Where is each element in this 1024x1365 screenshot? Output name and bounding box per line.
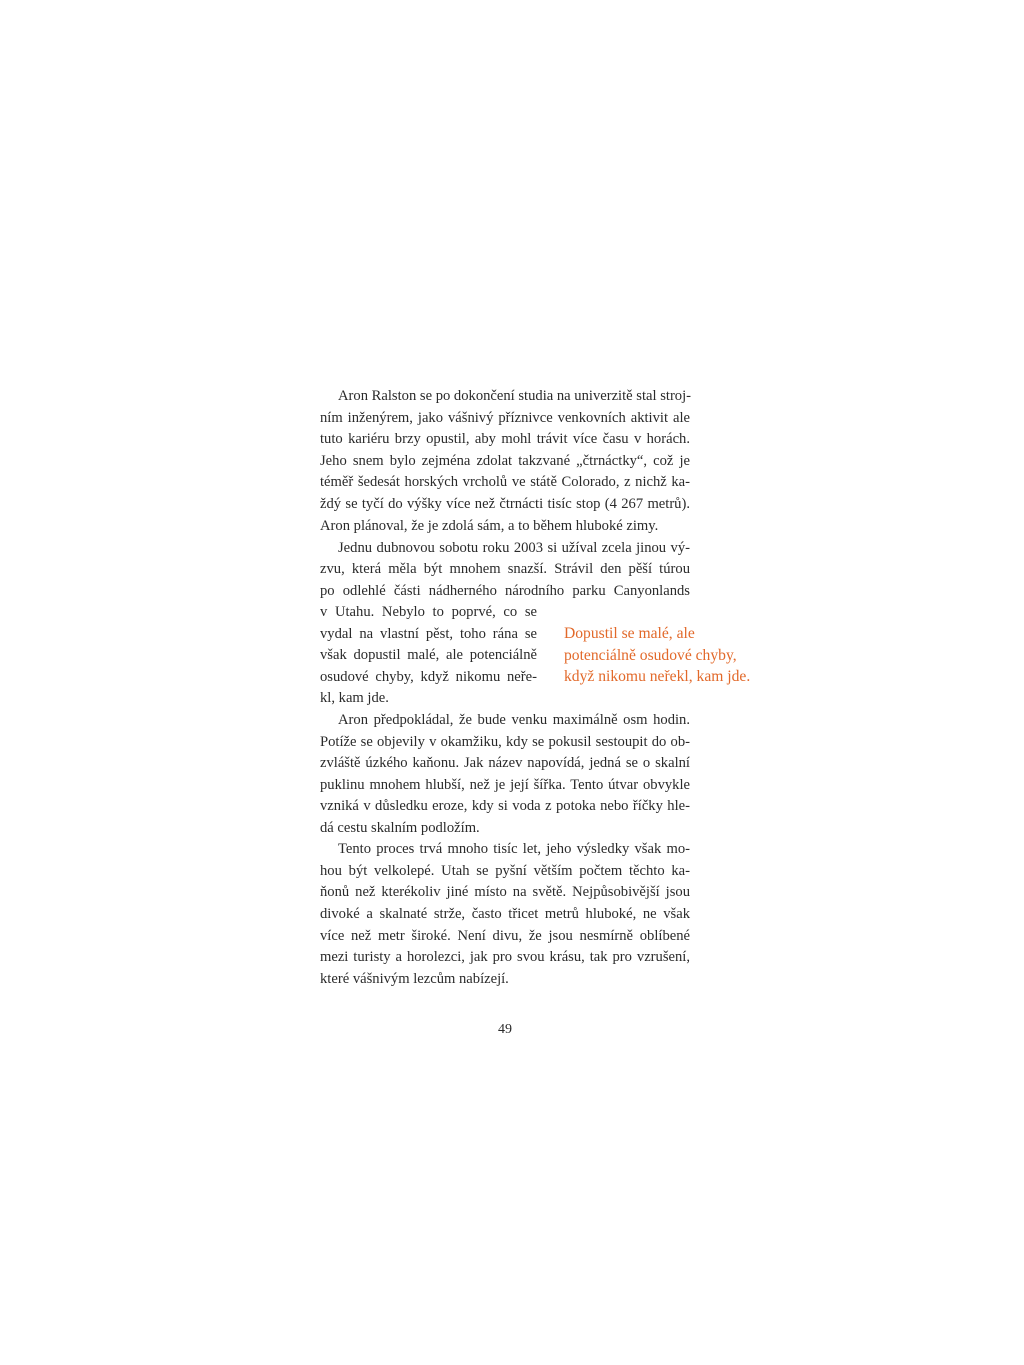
body-line: po odlehlé části nádherného národního parku Canyonlands bbox=[320, 583, 690, 599]
body-line: Potíže se objevily v okamžiku, kdy se pokusil sestoupit do ob- bbox=[320, 734, 690, 750]
body-line: Aron předpokládal, že bude venku maximálně osm hodin. bbox=[338, 712, 690, 728]
pull-quote-line: potenciálně osudové chyby, bbox=[564, 646, 737, 664]
body-line: hou být velkolepé. Utah se pyšní větším počtem těchto ka- bbox=[320, 863, 690, 879]
body-line: Jednu dubnovou sobotu roku 2003 si užíval zcela jinou vý- bbox=[338, 540, 690, 556]
body-line: tuto kariéru brzy opustil, aby mohl trávit více času v horách. bbox=[320, 431, 690, 447]
body-line: více než metr široké. Není divu, že jsou nesmírně oblíbené bbox=[320, 928, 690, 944]
body-line: kl, kam jde. bbox=[320, 690, 389, 706]
body-line: Aron plánoval, že je zdolá sám, a to během hluboké zimy. bbox=[320, 518, 659, 534]
pull-quote bbox=[564, 623, 764, 688]
body-line: zvláště úzkého kaňonu. Jak název napovídá, jedná se o skalní bbox=[320, 755, 690, 771]
body-line: ňonů než kterékoliv jiné místo na světě. Nejpůsobivější jsou bbox=[320, 884, 690, 900]
body-line: Aron Ralston se po dokončení studia na univerzitě stal stroj- bbox=[338, 388, 692, 404]
body-line: ním inženýrem, jako vášnivý příznivce venkovních aktivit ale bbox=[320, 410, 690, 426]
body-line: v Utahu. Nebylo to poprvé, co se bbox=[320, 604, 537, 620]
body-line: puklinu mnohem hlubší, než je její šířka. Tento útvar obvykle bbox=[320, 777, 690, 793]
body-line: však dopustil malé, ale potenciálně bbox=[320, 647, 537, 663]
body-line: ždý se tyčí do výšky více než čtrnácti tisíc stop (4 267 metrů). bbox=[320, 496, 690, 512]
body-line: dá cestu skalním podložím. bbox=[320, 820, 480, 836]
pull-quote-line: když nikomu neřekl, kam jde. bbox=[564, 668, 751, 686]
body-line: téměř šedesát horských vrcholů ve státě Colorado, z nichž ka- bbox=[320, 474, 690, 490]
body-line: mezi turisty a horolezci, jak pro svou krásu, tak pro vzrušení, bbox=[320, 949, 690, 965]
pull-quote-line: Dopustil se malé, ale bbox=[564, 625, 695, 642]
body-line: Jeho snem bylo zejména zdolat takzvané „čtrnáctky“, což je bbox=[320, 453, 690, 469]
body-line: zvu, která měla být mnohem snazší. Strávil den pěší túrou bbox=[320, 561, 690, 577]
body-line: osudové chyby, když nikomu neře- bbox=[320, 669, 537, 685]
body-line: vydal na vlastní pěst, toho rána se bbox=[320, 626, 537, 642]
body-line: které vášnivým lezcům nabízejí. bbox=[320, 971, 509, 987]
body-line: divoké a skalnaté strže, často třicet metrů hluboké, ne však bbox=[320, 906, 690, 922]
page-number: 49 bbox=[498, 1022, 512, 1037]
body-line: Tento proces trvá mnoho tisíc let, jeho výsledky však mo- bbox=[338, 841, 690, 857]
body-line: vzniká v důsledku eroze, kdy si voda z potoka nebo říčky hle- bbox=[320, 798, 690, 814]
